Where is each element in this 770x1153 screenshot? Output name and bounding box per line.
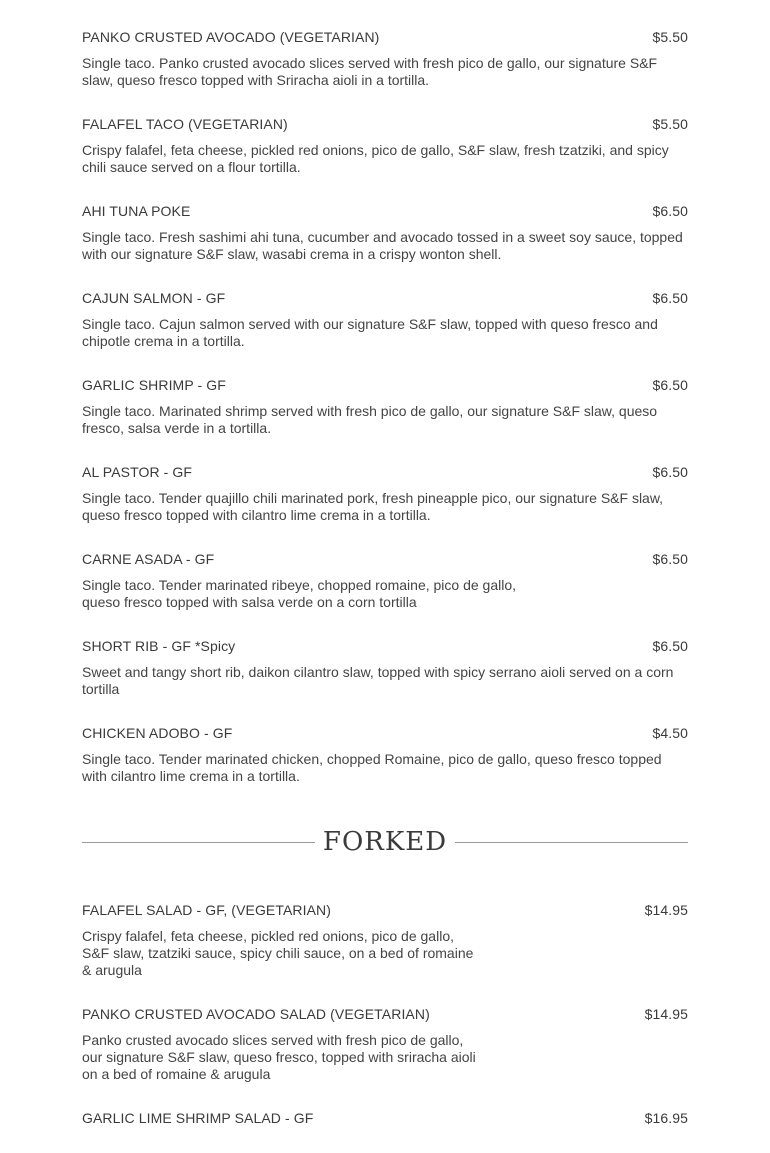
menu-item-description: Crispy falafel, feta cheese, pickled red onions, pico de gallo, S&F slaw, tzatziki sauce, spicy chili sauce, on a bed of romaine & arugula	[82, 928, 474, 978]
menu-item-name: PANKO CRUSTED AVOCADO (VEGETARIAN)	[82, 29, 380, 45]
menu-item	[82, 202, 688, 263]
menu-item	[82, 1109, 688, 1127]
menu-item-description: Crispy falafel, feta cheese, pickled red onions, pico de gallo, S&F slaw, fresh tzatziki, and spicy chili sauce served on a flour tortilla.	[82, 142, 669, 175]
menu-item-price: $16.95	[644, 1110, 688, 1126]
menu-item-description: Single taco. Tender quajillo chili marinated pork, fresh pineapple pico, our signature S&F slaw, queso fresco topped with cilantro lime crema in a tortilla.	[82, 490, 664, 523]
menu-item-description: Single taco. Panko crusted avocado slices served with fresh pico de gallo, our signature S&F slaw, queso fresco topped with Sriracha aioli in a tortilla.	[82, 55, 658, 88]
menu-item	[82, 463, 688, 524]
menu-item-name: SHORT RIB - GF *Spicy	[82, 638, 236, 654]
menu-item-description: Single taco. Tender marinated chicken, chopped Romaine, pico de gallo, queso fresco topped with cilantro lime crema in a tortilla.	[82, 751, 662, 784]
menu-item-description: Single taco. Marinated shrimp served with fresh pico de gallo, our signature S&F slaw, queso fresco, salsa verde in a tortilla.	[82, 403, 658, 436]
divider-right	[455, 842, 688, 843]
menu-item-price: $14.95	[644, 902, 688, 918]
menu-item-name: GARLIC SHRIMP - GF	[82, 377, 226, 393]
menu-item-description: Sweet and tangy short rib, daikon cilantro slaw, topped with spicy serrano aioli served on a corn tortilla	[82, 664, 674, 697]
menu-item	[82, 550, 688, 611]
menu-item-price: $6.50	[652, 551, 688, 567]
menu-item-header	[82, 901, 688, 919]
menu-item	[82, 289, 688, 350]
menu-item-price: $4.50	[652, 725, 688, 741]
menu-item-header	[82, 376, 688, 394]
menu-item-header	[82, 637, 688, 655]
menu-item-name: FALAFEL TACO (VEGETARIAN)	[82, 116, 288, 132]
taco-list	[82, 28, 688, 785]
menu-item-price: $6.50	[652, 464, 688, 480]
menu-item-price: $6.50	[652, 377, 688, 393]
menu-item-price: $5.50	[652, 116, 688, 132]
menu-item-header	[82, 724, 688, 742]
menu-item-header	[82, 289, 688, 307]
menu-item-price: $5.50	[652, 29, 688, 45]
section-heading	[82, 827, 688, 857]
menu-item	[82, 376, 688, 437]
menu-item-name: AHI TUNA POKE	[82, 203, 191, 219]
menu-item-price: $6.50	[652, 638, 688, 654]
menu-item-price: $6.50	[652, 203, 688, 219]
menu-item-name: GARLIC LIME SHRIMP SALAD - GF	[82, 1110, 314, 1126]
menu-item	[82, 901, 688, 979]
salad-list	[82, 901, 688, 1127]
menu-item-header	[82, 202, 688, 220]
menu-item-name: CARNE ASADA - GF	[82, 551, 215, 567]
menu-item-header	[82, 28, 688, 46]
divider-left	[82, 842, 315, 843]
menu-item	[82, 115, 688, 176]
menu-item	[82, 637, 688, 698]
menu-item	[82, 1005, 688, 1083]
menu-item-header	[82, 1005, 688, 1023]
menu-item-name: PANKO CRUSTED AVOCADO SALAD (VEGETARIAN)	[82, 1006, 430, 1022]
menu-item-name: CHICKEN ADOBO - GF	[82, 725, 233, 741]
menu-item-description: Single taco. Cajun salmon served with our signature S&F slaw, topped with queso fresco and chipotle crema in a tortilla.	[82, 316, 658, 349]
menu-item-description: Panko crusted avocado slices served with fresh pico de gallo, our signature S&F slaw, queso fresco, topped with sriracha aioli on a bed of romaine & arugula	[82, 1032, 476, 1082]
menu-item-name: FALAFEL SALAD - GF, (VEGETARIAN)	[82, 902, 332, 918]
menu-item-price: $14.95	[644, 1006, 688, 1022]
menu-item-price: $6.50	[652, 290, 688, 306]
menu-item-name: AL PASTOR - GF	[82, 464, 193, 480]
menu-item-description: Single taco. Fresh sashimi ahi tuna, cucumber and avocado tossed in a sweet soy sauce, topped with our signature S&F slaw, wasabi crema in a crispy wonton shell.	[82, 229, 683, 262]
menu-content	[82, 28, 688, 1153]
menu-item-name: CAJUN SALMON - GF	[82, 290, 226, 306]
section-title: FORKED	[322, 827, 448, 857]
menu-item	[82, 28, 688, 89]
menu-item-header	[82, 550, 688, 568]
menu-item-header	[82, 1109, 688, 1127]
menu-item-header	[82, 463, 688, 481]
menu-item-description: Single taco. Tender marinated ribeye, chopped romaine, pico de gallo, queso fresco topped with salsa verde on a corn tortilla	[82, 577, 517, 610]
menu-item-header	[82, 115, 688, 133]
menu-item	[82, 724, 688, 785]
